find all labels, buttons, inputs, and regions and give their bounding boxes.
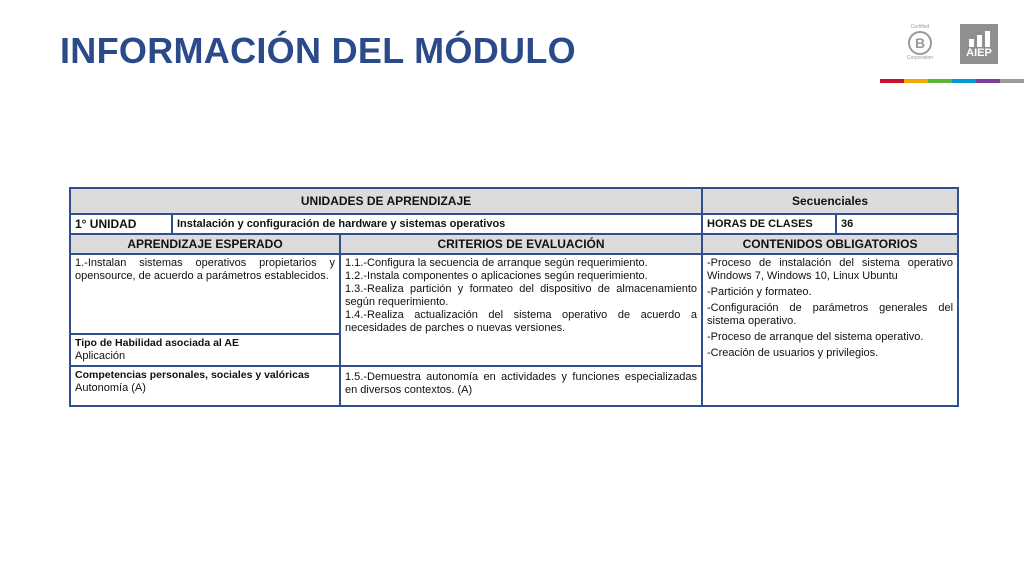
bcorp-corporation-text: Corporation [906,55,934,61]
header-sequence: Secuenciales [702,188,958,214]
criterios-cell [340,254,702,366]
module-info-table [69,187,959,407]
col-criterios-header: CRITERIOS DE EVALUACIÓN [340,234,702,254]
contenido-item: -Proceso de instalación del sistema operativo Windows 7, Windows 10, Linux Ubuntu [707,257,954,282]
competencias-label: Competencias personales, sociales y valóricas [75,369,310,381]
competencias-value: Autonomía (A) [75,382,146,394]
criterio-1-5: 1.5.-Demuestra autonomía en actividades y funciones especializadas en diversos contextos. (A) [340,366,702,406]
col-aprendizaje-header: APRENDIZAJE ESPERADO [70,234,340,254]
stripe-segment [904,79,928,83]
hours-label: HORAS DE CLASES [702,214,836,234]
stripe-segment [952,79,976,83]
bcorp-certified-text: Certified [910,24,930,30]
unit-name: Instalación y configuración de hardware y sistemas operativos [172,214,702,234]
contenido-item: -Creación de usuarios y privilegios. [707,347,879,359]
aiep-logo [960,24,998,64]
aiep-logo-text: AIEP [966,47,992,59]
criterio-item: 1.3.-Realiza partición y formateo del dispositivo de almacenamiento según requerimiento. [345,283,698,308]
aiep-bars-icon [960,24,998,47]
criterio-item: 1.2.-Instala componentes o aplicaciones según requerimiento. [345,270,648,282]
contenido-item: -Partición y formateo. [707,286,812,298]
habilidad-value: Aplicación [75,350,126,362]
b-corp-logo [902,24,938,64]
bcorp-b-icon: B [908,31,932,55]
contenido-item: -Proceso de arranque del sistema operativo. [707,331,924,343]
competencias-cell [70,366,340,406]
criterio-item: 1.4.-Realiza actualización del sistema operativo de acuerdo a necesidades de parches o nuevas versiones. [345,309,698,334]
contenido-item: -Configuración de parámetros generales del sistema operativo. [707,302,954,327]
stripe-segment [976,79,1000,83]
col-contenidos-header: CONTENIDOS OBLIGATORIOS [702,234,958,254]
criterio-item: 1.1.-Configura la secuencia de arranque según requerimiento. [345,257,648,269]
header-units: UNIDADES DE APRENDIZAJE [70,188,702,214]
hours-value: 36 [836,214,958,234]
color-stripe [880,79,1024,83]
habilidad-cell [70,334,340,366]
page-title: INFORMACIÓN DEL MÓDULO [60,30,576,71]
stripe-segment [880,79,904,83]
aprendizaje-text: 1.-Instalan sistemas operativos propietarios y opensource, de acuerdo a parámetros establecidos. [70,254,340,334]
stripe-segment [928,79,952,83]
contenidos-cell [702,254,958,406]
unit-label: 1° UNIDAD [70,214,172,234]
stripe-segment [1000,79,1024,83]
habilidad-label: Tipo de Habilidad asociada al AE [75,337,239,349]
